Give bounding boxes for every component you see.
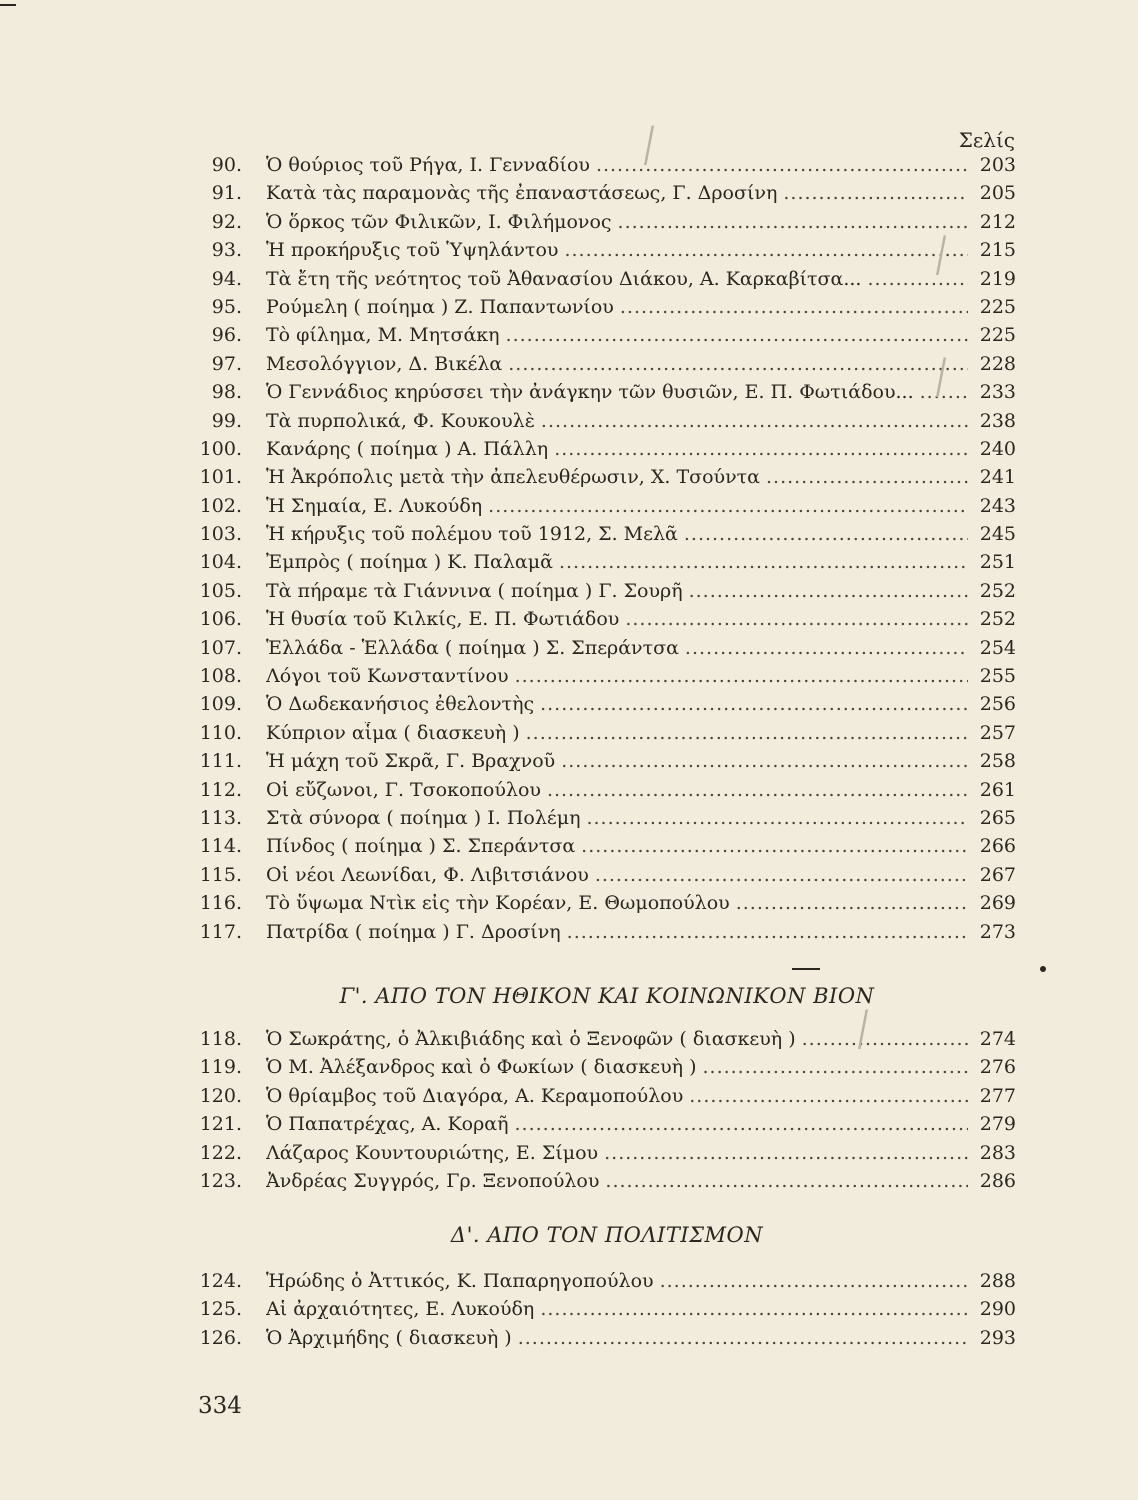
- entry-page: 293: [979, 1326, 1016, 1349]
- contents-entry: [198, 779, 1016, 807]
- dot-leader: [567, 921, 968, 943]
- contents-entry: [198, 523, 1016, 551]
- page-column-header: Σελίς: [958, 128, 1015, 152]
- page-number: 334: [198, 1393, 242, 1419]
- entry-number: 125.: [199, 1298, 242, 1321]
- entry-page: 258: [979, 750, 1016, 773]
- contents-entry: [198, 1056, 1016, 1084]
- entry-page: 267: [979, 863, 1016, 886]
- entry-number: 90.: [211, 154, 242, 176]
- entry-number: 101.: [199, 466, 242, 489]
- dot-leader: [506, 324, 968, 346]
- entry-number: 114.: [199, 835, 242, 858]
- entry-page: 290: [979, 1298, 1016, 1321]
- pencil-check-icon: /: [936, 227, 947, 284]
- contents-list-a: [198, 154, 1016, 949]
- dot-leader: [559, 551, 968, 573]
- contents-entry: [198, 410, 1016, 438]
- entry-title: Λάζαρος Κουντουριώτης, Ε. Σίμου: [266, 1141, 599, 1164]
- entry-title: Ἡ Ἀκρόπολις μετὰ τὴν ἀπελευθέρωσιν, Χ. Τσούντα: [266, 466, 760, 489]
- entry-number: 120.: [199, 1084, 242, 1107]
- entry-title: Ὁ Μ. Ἀλέξανδρος καὶ ὁ Φωκίων ( διασκευὴ ): [266, 1056, 697, 1079]
- section-heading-d: Δ'. ΑΠΟ ΤΟΝ ΠΟΛΙΤΙΣΜΟΝ: [450, 1223, 764, 1247]
- entry-number: 95.: [211, 295, 242, 318]
- entry-page: 257: [979, 721, 1016, 744]
- dot-leader: [515, 1113, 969, 1135]
- entry-page: 228: [979, 352, 1016, 375]
- entry-page: 215: [979, 239, 1016, 262]
- dot-leader: [508, 353, 968, 375]
- entry-page: 245: [979, 523, 1016, 546]
- entry-title: Τὸ ὕψωμα Ντὶκ εἰς τὴν Κορέαν, Ε. Θωμοπούλου: [266, 892, 730, 915]
- entry-title: Ἡρώδης ὁ Ἀττικός, Κ. Παπαρηγοπούλου: [266, 1270, 654, 1292]
- contents-entry: [198, 1170, 1016, 1198]
- dot-leader: [604, 1142, 968, 1164]
- entry-page: 255: [979, 665, 1016, 688]
- contents-entry: [198, 750, 1016, 778]
- dot-leader: [554, 438, 968, 460]
- entry-number: 116.: [199, 892, 242, 915]
- entry-number: 119.: [199, 1056, 242, 1079]
- contents-entry: [198, 580, 1016, 608]
- entry-page: 212: [979, 210, 1016, 233]
- dot-leader: [766, 466, 968, 488]
- entry-number: 97.: [211, 352, 242, 375]
- dot-leader: [660, 1270, 968, 1292]
- entry-title: Ἡ Σημαία, Ε. Λυκούδη: [266, 494, 483, 517]
- dot-leader: [702, 1056, 968, 1078]
- contents-entry: [198, 807, 1016, 835]
- entry-title: Ὁ Γεννάδιος κηρύσσει τὴν ἀνάγκην τῶν θυσιῶν, Ε. Π. Φωτιάδου...: [266, 381, 914, 404]
- ink-dot: [1040, 966, 1046, 972]
- dot-leader: [547, 779, 968, 801]
- entry-title: Πατρίδα ( ποίημα ) Γ. Δροσίνη: [266, 920, 561, 943]
- entry-page: 269: [979, 892, 1016, 915]
- entry-page: 273: [979, 920, 1016, 943]
- dot-leader: [526, 722, 968, 744]
- dot-leader: [515, 665, 968, 687]
- entry-number: 111.: [199, 750, 242, 773]
- entry-page: 288: [979, 1270, 1016, 1292]
- entry-page: 243: [979, 494, 1016, 517]
- contents-entry: [198, 1113, 1016, 1141]
- entry-title: Τὰ πήραμε τὰ Γιάννινα ( ποίημα ) Γ. Σουρῆ: [266, 579, 683, 602]
- entry-page: 225: [979, 295, 1016, 318]
- dot-leader: [518, 1327, 968, 1349]
- contents-entry: [198, 182, 1016, 210]
- entry-number: 123.: [199, 1169, 242, 1192]
- pencil-check-icon: /: [858, 1001, 869, 1058]
- contents-entry: [198, 296, 1016, 324]
- contents-entry: [198, 1085, 1016, 1113]
- dot-leader: [684, 523, 968, 545]
- entry-page: 225: [979, 324, 1016, 347]
- entry-title: Ὁ θούριος τοῦ Ρήγα, Ι. Γενναδίου: [266, 154, 590, 176]
- entry-title: Πίνδος ( ποίημα ) Σ. Σπεράντσα: [266, 835, 576, 858]
- dot-leader: [540, 1298, 968, 1320]
- entry-title: Ἡ κήρυξις τοῦ πολέμου τοῦ 1912, Σ. Μελᾶ: [266, 523, 678, 546]
- contents-entry: [198, 608, 1016, 636]
- entry-title: Οἱ νέοι Λεωνίδαι, Φ. Λιβιτσιάνου: [266, 863, 589, 886]
- contents-entry: [198, 1298, 1016, 1326]
- entry-number: 109.: [199, 693, 242, 716]
- contents-entry: [198, 835, 1016, 863]
- entry-title: Κύπριον αἷμα ( διασκευὴ ): [266, 721, 520, 744]
- contents-entry: [198, 551, 1016, 579]
- entry-number: 103.: [199, 523, 242, 546]
- entry-page: 286: [979, 1169, 1016, 1192]
- entry-title: Τὸ φίλημα, Μ. Μητσάκη: [266, 324, 500, 347]
- contents-entry: [198, 381, 1016, 409]
- entry-title: Αἱ ἀρχαιότητες, Ε. Λυκούδη: [266, 1298, 535, 1321]
- dot-leader: [689, 580, 968, 602]
- entry-number: 113.: [199, 806, 242, 829]
- entry-number: 91.: [211, 182, 242, 205]
- contents-entry: [198, 239, 1016, 267]
- dot-leader: [595, 864, 968, 886]
- entry-number: 102.: [199, 494, 242, 517]
- entry-title: Ρούμελη ( ποίημα ) Ζ. Παπαντωνίου: [266, 295, 614, 318]
- pencil-check-icon: /: [936, 349, 947, 406]
- entry-page: 219: [979, 267, 1016, 290]
- entry-page: 265: [979, 806, 1016, 829]
- entry-page: 203: [979, 154, 1016, 176]
- entry-number: 107.: [199, 636, 242, 659]
- entry-number: 100.: [199, 437, 242, 460]
- dot-leader: [689, 1085, 968, 1107]
- entry-title: Ὁ θρίαμβος τοῦ Διαγόρα, Α. Κεραμοπούλου: [266, 1084, 684, 1107]
- section-heading-c: Γ'. ΑΠΟ ΤΟΝ ΗΘΙΚΟΝ ΚΑΙ ΚΟΙΝΩΝΙΚΟΝ ΒΙΟΝ: [339, 984, 875, 1008]
- entry-number: 121.: [199, 1113, 242, 1136]
- entry-page: 274: [979, 1028, 1016, 1050]
- entry-number: 122.: [199, 1141, 242, 1164]
- ink-dash: [0, 4, 16, 6]
- dot-leader: [618, 211, 968, 233]
- dot-leader: [605, 1170, 968, 1192]
- entry-title: Οἱ εὔζωνοι, Γ. Τσοκοπούλου: [266, 778, 541, 801]
- entry-number: 112.: [199, 778, 242, 801]
- entry-title: Κατὰ τὰς παραμονὰς τῆς ἐπαναστάσεως, Γ. Δροσίνη: [266, 182, 778, 205]
- entry-number: 93.: [211, 239, 242, 262]
- entry-number: 106.: [199, 608, 242, 631]
- entry-title: Κανάρης ( ποίημα ) Α. Πάλλη: [266, 437, 549, 460]
- contents-entry: [198, 637, 1016, 665]
- contents-entry: [198, 154, 1016, 182]
- entry-page: 277: [979, 1084, 1016, 1107]
- entry-number: 110.: [199, 721, 242, 744]
- entry-title: Ἡ προκήρυξις τοῦ Ὑψηλάντου: [266, 239, 559, 262]
- contents-entry: [198, 665, 1016, 693]
- dot-leader: [867, 268, 968, 290]
- contents-entry: [198, 921, 1016, 949]
- contents-entry: [198, 268, 1016, 296]
- dot-leader: [488, 495, 968, 517]
- contents-entry: [198, 495, 1016, 523]
- contents-list-c: [198, 1028, 1016, 1198]
- entry-title: Στὰ σύνορα ( ποίημα ) Ι. Πολέμη: [266, 806, 581, 829]
- entry-title: Ἀνδρέας Συγγρός, Γρ. Ξενοπούλου: [266, 1169, 600, 1192]
- entry-title: Ὁ Παπατρέχας, Α. Κοραῆ: [266, 1113, 509, 1136]
- dot-leader: [625, 608, 968, 630]
- dot-leader: [783, 182, 968, 204]
- entry-title: Τὰ ἔτη τῆς νεότητος τοῦ Ἀθανασίου Διάκου, Α. Καρκαβίτσα...: [266, 267, 862, 290]
- entry-page: 205: [979, 182, 1016, 205]
- entry-page: 261: [979, 778, 1016, 801]
- dot-leader: [685, 637, 968, 659]
- entry-number: 98.: [211, 381, 242, 404]
- contents-entry: [198, 466, 1016, 494]
- dot-leader: [541, 410, 968, 432]
- entry-number: 117.: [199, 920, 242, 943]
- dot-leader: [540, 693, 968, 715]
- entry-page: 252: [979, 608, 1016, 631]
- entry-number: 115.: [199, 863, 242, 886]
- contents-entry: [198, 324, 1016, 352]
- entry-title: Ὁ Δωδεκανήσιος ἐθελοντὴς: [266, 693, 535, 716]
- entry-number: 104.: [199, 551, 242, 574]
- entry-number: 108.: [199, 665, 242, 688]
- ink-dash: [792, 968, 820, 970]
- contents-entry: [198, 353, 1016, 381]
- entry-page: 254: [979, 636, 1016, 659]
- contents-entry: [198, 1028, 1016, 1056]
- entry-number: 92.: [211, 210, 242, 233]
- contents-entry: [198, 864, 1016, 892]
- entry-title: Ὁ ὅρκος τῶν Φιλικῶν, Ι. Φιλήμονος: [266, 210, 612, 233]
- dot-leader: [564, 239, 968, 261]
- dot-leader: [620, 296, 968, 318]
- entry-title: Λόγοι τοῦ Κωνσταντίνου: [266, 665, 509, 688]
- entry-number: 118.: [199, 1028, 242, 1050]
- entry-number: 105.: [199, 579, 242, 602]
- dot-leader: [586, 807, 968, 829]
- dot-leader: [581, 835, 968, 857]
- entry-title: Ὁ Ἀρχιμήδης ( διασκευὴ ): [266, 1326, 512, 1349]
- entry-title: Ὁ Σωκράτης, ὁ Ἀλκιβιάδης καὶ ὁ Ξενοφῶν ( διασκευὴ ): [266, 1028, 796, 1050]
- contents-entry: [198, 1142, 1016, 1170]
- entry-number: 96.: [211, 324, 242, 347]
- entry-title: Ἑλλάδα - Ἑλλάδα ( ποίημα ) Σ. Σπεράντσα: [266, 636, 679, 659]
- dot-leader: [736, 892, 968, 914]
- pencil-check-icon: /: [644, 117, 655, 174]
- contents-entry: [198, 892, 1016, 920]
- entry-title: Τὰ πυρπολικά, Φ. Κουκουλὲ: [266, 409, 535, 432]
- entry-number: 124.: [199, 1270, 242, 1292]
- entry-number: 126.: [199, 1326, 242, 1349]
- entry-page: 238: [979, 409, 1016, 432]
- entry-title: Μεσολόγγιον, Δ. Βικέλα: [266, 352, 503, 375]
- dot-leader: [802, 1028, 968, 1050]
- entry-page: 252: [979, 579, 1016, 602]
- entry-page: 251: [979, 551, 1016, 574]
- contents-list-d: [198, 1270, 1016, 1355]
- contents-entry: [198, 1270, 1016, 1298]
- contents-entry: [198, 722, 1016, 750]
- entry-page: 233: [979, 381, 1016, 404]
- entry-page: 266: [979, 835, 1016, 858]
- entry-title: Ἡ θυσία τοῦ Κιλκίς, Ε. Π. Φωτιάδου: [266, 608, 620, 631]
- contents-entry: [198, 438, 1016, 466]
- entry-page: 276: [979, 1056, 1016, 1079]
- entry-page: 279: [979, 1113, 1016, 1136]
- contents-entry: [198, 211, 1016, 239]
- dot-leader: [561, 750, 968, 772]
- entry-title: Ἡ μάχη τοῦ Σκρᾶ, Γ. Βραχνοῦ: [266, 750, 556, 773]
- entry-page: 240: [979, 437, 1016, 460]
- entry-page: 241: [979, 466, 1016, 489]
- entry-number: 94.: [211, 267, 242, 290]
- contents-entry: [198, 1327, 1016, 1355]
- entry-title: Ἐμπρὸς ( ποίημα ) Κ. Παλαμᾶ: [266, 551, 553, 574]
- entry-number: 99.: [211, 409, 242, 432]
- entry-page: 256: [979, 693, 1016, 716]
- contents-entry: [198, 693, 1016, 721]
- entry-page: 283: [979, 1141, 1016, 1164]
